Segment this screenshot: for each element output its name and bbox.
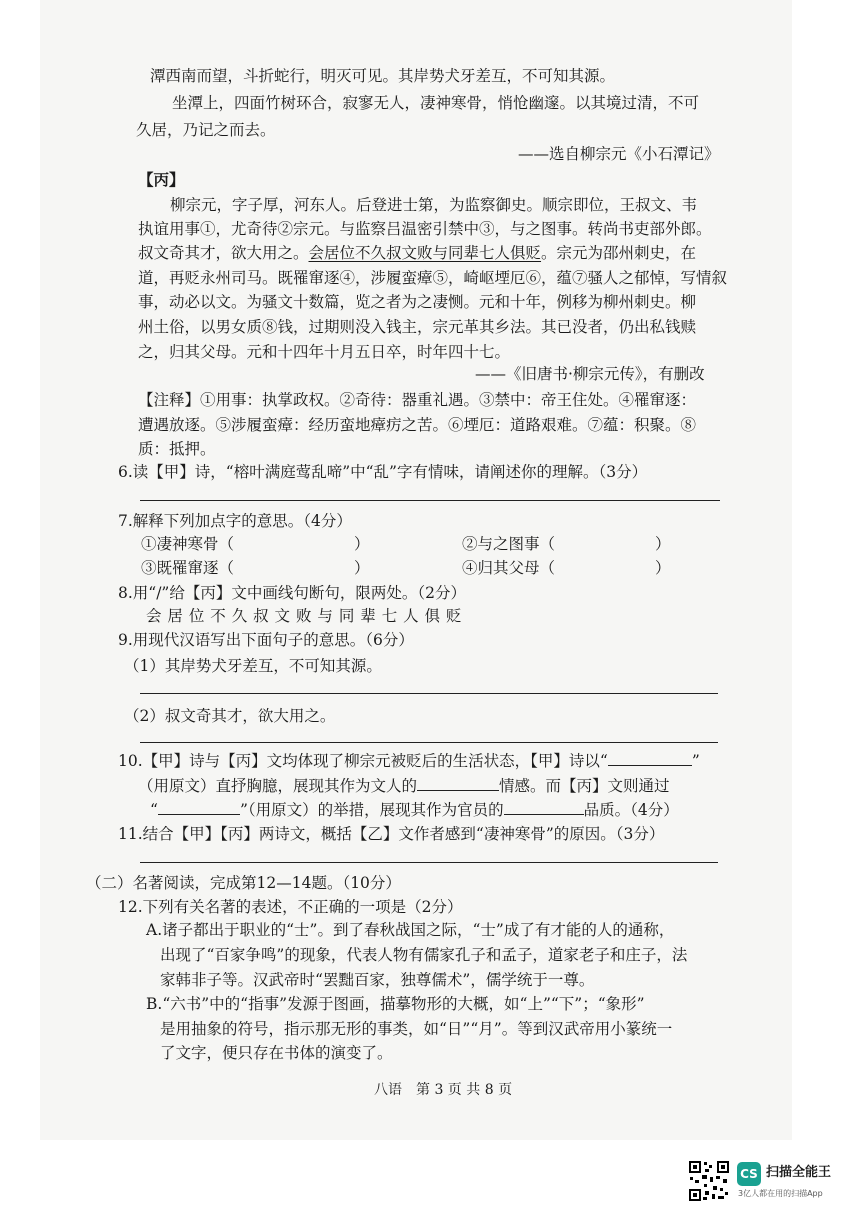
q12-option-a-line-3: 家韩非子等。汉武帝时“罢黜百家，独尊儒术”，儒学统于一尊。 (160, 971, 595, 989)
bing-line-6: 州土俗，以男女质⑧钱，过期则没入钱主，宗元革其乡法。其已没者，仍出私钱赎 (138, 318, 697, 336)
bing-line-5: 事，动必以文。为骚文十数篇，览之者为之凄恻。元和十年，例移为柳州刺史。柳 (138, 293, 697, 311)
bing-line-2: 执谊用事①，尤奇待②宗元。与监察吕温密引禁中③，与之图事。转尚书吏部外郎。 (138, 220, 712, 238)
question-7: 7.解释下列加点字的意思。（4分） (118, 512, 352, 530)
camscanner-logo-icon: CS (737, 1162, 761, 1186)
watermark-tagline: 3亿人都在用的扫描App (738, 1189, 823, 1198)
q12-option-a-line-1: A.诸子都出于职业的“士”。到了春秋战国之际，“士”成了有才能的人的通称， (146, 921, 675, 939)
notes-line-1: 【注释】①用事：执掌政权。②奇待：器重礼遇。③禁中：帝王住处。④罹窜逐： (138, 391, 697, 409)
jia-source: ——选自柳宗元《小石潭记》 (518, 145, 720, 163)
bing-line-1: 柳宗元，字子厚，河东人。后登进士第，为监察御史。顺宗即位，王叔文、韦 (170, 196, 698, 214)
q7-close-3: ） (354, 559, 370, 577)
q7-close-4: ） (655, 559, 671, 577)
q7-item-1: ①凄神寒骨（ (141, 535, 235, 553)
q12-option-b-line-3: 了文字，便只存在书体的演变了。 (160, 1044, 393, 1062)
q10-blank-3[interactable] (158, 800, 240, 815)
q12-option-b-line-2: 是用抽象的符号，指示那无形的事类，如“日”“月”。等到汉武帝用小篆统一 (160, 1020, 673, 1038)
jia-line-3: 久居，乃记之而去。 (136, 121, 276, 139)
page-footer: 八语 第 3 页 共 8 页 (374, 1082, 513, 1098)
bing-line-7: 之，归其父母。元和十四年十月五日卒，时年四十七。 (138, 343, 511, 361)
bing-label: 【丙】 (138, 170, 185, 189)
bing-line-3: 叔文奇其才，欲大用之。会居位不久叔文败与同辈七人俱贬。宗元为邵州刺史，在 (138, 244, 697, 262)
q10-blank-2[interactable] (417, 776, 499, 791)
underlined-sentence: 会居位不久叔文败与同辈七人俱贬 (308, 244, 542, 262)
question-6: 6.读【甲】诗，“榕叶满庭莺乱啼”中“乱”字有情味，请阐述你的理解。（3分） (118, 463, 648, 481)
q8-sentence: 会 居 位 不 久 叔 文 败 与 同 辈 七 人 俱 贬 (146, 607, 462, 625)
question-11: 11.结合【甲】【丙】两诗文，概括【乙】文作者感到“凄神寒骨”的原因。（3分） (118, 825, 665, 843)
watermark-brand: 扫描全能王 (766, 1165, 832, 1180)
q7-item-4: ④归其父母（ (462, 559, 556, 577)
answer-line-q9-2[interactable] (140, 742, 718, 743)
q10-line-2: （用原文）直抒胸臆，展现其作为文人的 情感。而【丙】文则通过 (138, 777, 670, 795)
answer-line-q9-1[interactable] (140, 693, 718, 694)
q7-close-1: ） (354, 535, 370, 553)
jia-line-1: 潭西南而望，斗折蛇行，明灭可见。其岸势犬牙差互，不可知其源。 (150, 67, 616, 85)
notes-line-3: 质：抵押。 (138, 440, 216, 458)
q10-blank-4[interactable] (504, 800, 584, 815)
jia-line-2: 坐潭上，四面竹树环合，寂寥无人，凄神寒骨，悄怆幽邃。以其境过清，不可 (172, 94, 700, 112)
q12-option-b-line-1: B.“六书”中的“指事”发源于图画，描摹物形的大概，如“上”“下”；“象形” (146, 995, 645, 1013)
q7-item-2: ②与之图事（ (462, 535, 556, 553)
q9-sentence-1: （1）其岸势犬牙差互，不可知其源。 (124, 657, 382, 675)
bing-source: ——《旧唐书·柳宗元传》，有删改 (475, 365, 705, 383)
notes-line-2: 遭遇放逐。⑤涉履蛮瘴：经历蛮地瘴疠之苦。⑥堙厄：道路艰难。⑦蕴：积聚。⑧ (138, 416, 697, 434)
q10-line-1: 10.【甲】诗与【丙】文均体现了柳宗元被贬后的生活状态，【甲】诗以“ ” (118, 752, 700, 770)
question-9: 9.用现代汉语写出下面句子的意思。（6分） (118, 631, 414, 649)
question-12: 12.下列有关名著的表述，不正确的一项是（2分） (118, 898, 463, 916)
question-8: 8.用“/”给【丙】文中画线句断句，限两处。（2分） (118, 584, 466, 602)
q10-blank-1[interactable] (608, 751, 692, 766)
part2-heading: （二）名著阅读，完成第12—14题。（10分） (86, 874, 401, 892)
answer-line-q11[interactable] (140, 862, 718, 863)
answer-line-q6[interactable] (140, 500, 720, 501)
q12-option-a-line-2: 出现了“百家争鸣”的现象，代表人物有儒家孔子和孟子，道家老子和庄子，法 (160, 946, 688, 964)
q7-close-2: ） (655, 535, 671, 553)
bing-line-4: 道，再贬永州司马。既罹窜逐④，涉履蛮瘴⑤，崎岖堙厄⑥，蕴⑦骚人之郁悼，写情叙 (138, 269, 728, 287)
q7-item-3: ③既罹窜逐（ (141, 559, 235, 577)
q9-sentence-2: （2）叔文奇其才，欲大用之。 (124, 707, 336, 725)
qr-code-icon (688, 1160, 730, 1202)
q10-line-3: “ ”（用原文）的举措，展现其作为官员的 品质。（4分） (150, 801, 679, 819)
